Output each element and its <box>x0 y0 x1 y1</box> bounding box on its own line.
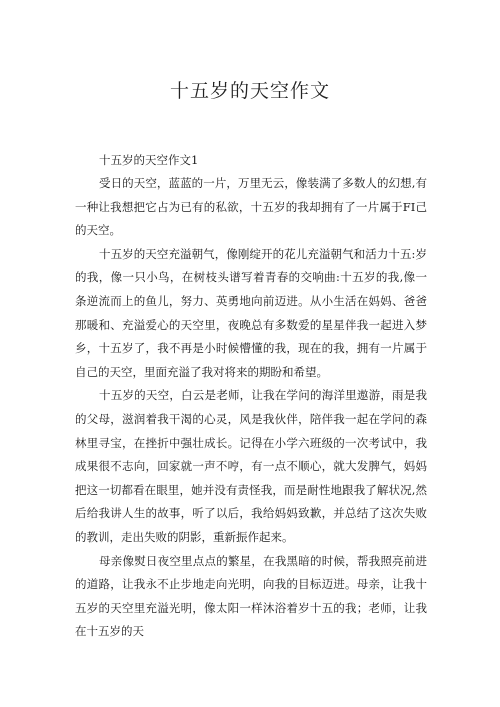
paragraph: 十五岁的天空，白云是老师，让我在学问的海洋里遨游，雨是我的父母，滋润着我干渴的心灵，风是我伙伴，陪伴我一起在学问的森林里寻宝，在挫折中强壮成长。记得在小学六班级的一次考试中，我成果很不志向，回家就一声不哼，有一点不顺心，就大发脾气，妈妈把这一切都看在眼里，她并没有责怪我，而是耐性地跟我了解状况,然后给我讲人生的故事，听了以后，我给妈妈致歉，并总结了这次失败的教训，走出失败的阴影，重新振作起来。 <box>75 388 427 544</box>
document-body <box>75 148 427 644</box>
paragraph: 十五岁的天空充溢朝气，像刚绽开的花儿充溢朝气和活力十五:岁的我，像一只小鸟，在树枝头谱写着青春的交响曲:十五岁的我,像一条逆流而上的鱼儿，努力、英勇地向前迈进。从小生活在妈妈、爸爸那暖和、充溢爱心的天空里，夜晚总有多数爱的星星伴我一起进入梦乡，十五岁了，我不再是小时候懵懂的我，现在的我，拥有一片属于自己的天空，里面充溢了我对将来的期盼和希望。 <box>75 246 427 379</box>
section-heading: 十五岁的天空作文1 <box>99 153 199 167</box>
document-title: 十五岁的天空作文 <box>169 80 330 102</box>
paragraph: 受日的天空，蓝蓝的一片，万里无云，像装满了多数人的幻想,有一种让我想把它占为已有的私欲，十五岁的我却拥有了一片属于FI己的天空。 <box>75 176 427 238</box>
paragraph: 母亲像熨日夜空里点点的繁星，在我黑暗的时候，帮我照亮前进的道路，让我永不止步地走向光明，向我的目标迈进。母亲，让我十五岁的天空里充溢光明，像太阳一样沐浴着岁十五的我；老师，让我在十五岁的天 <box>75 553 427 639</box>
